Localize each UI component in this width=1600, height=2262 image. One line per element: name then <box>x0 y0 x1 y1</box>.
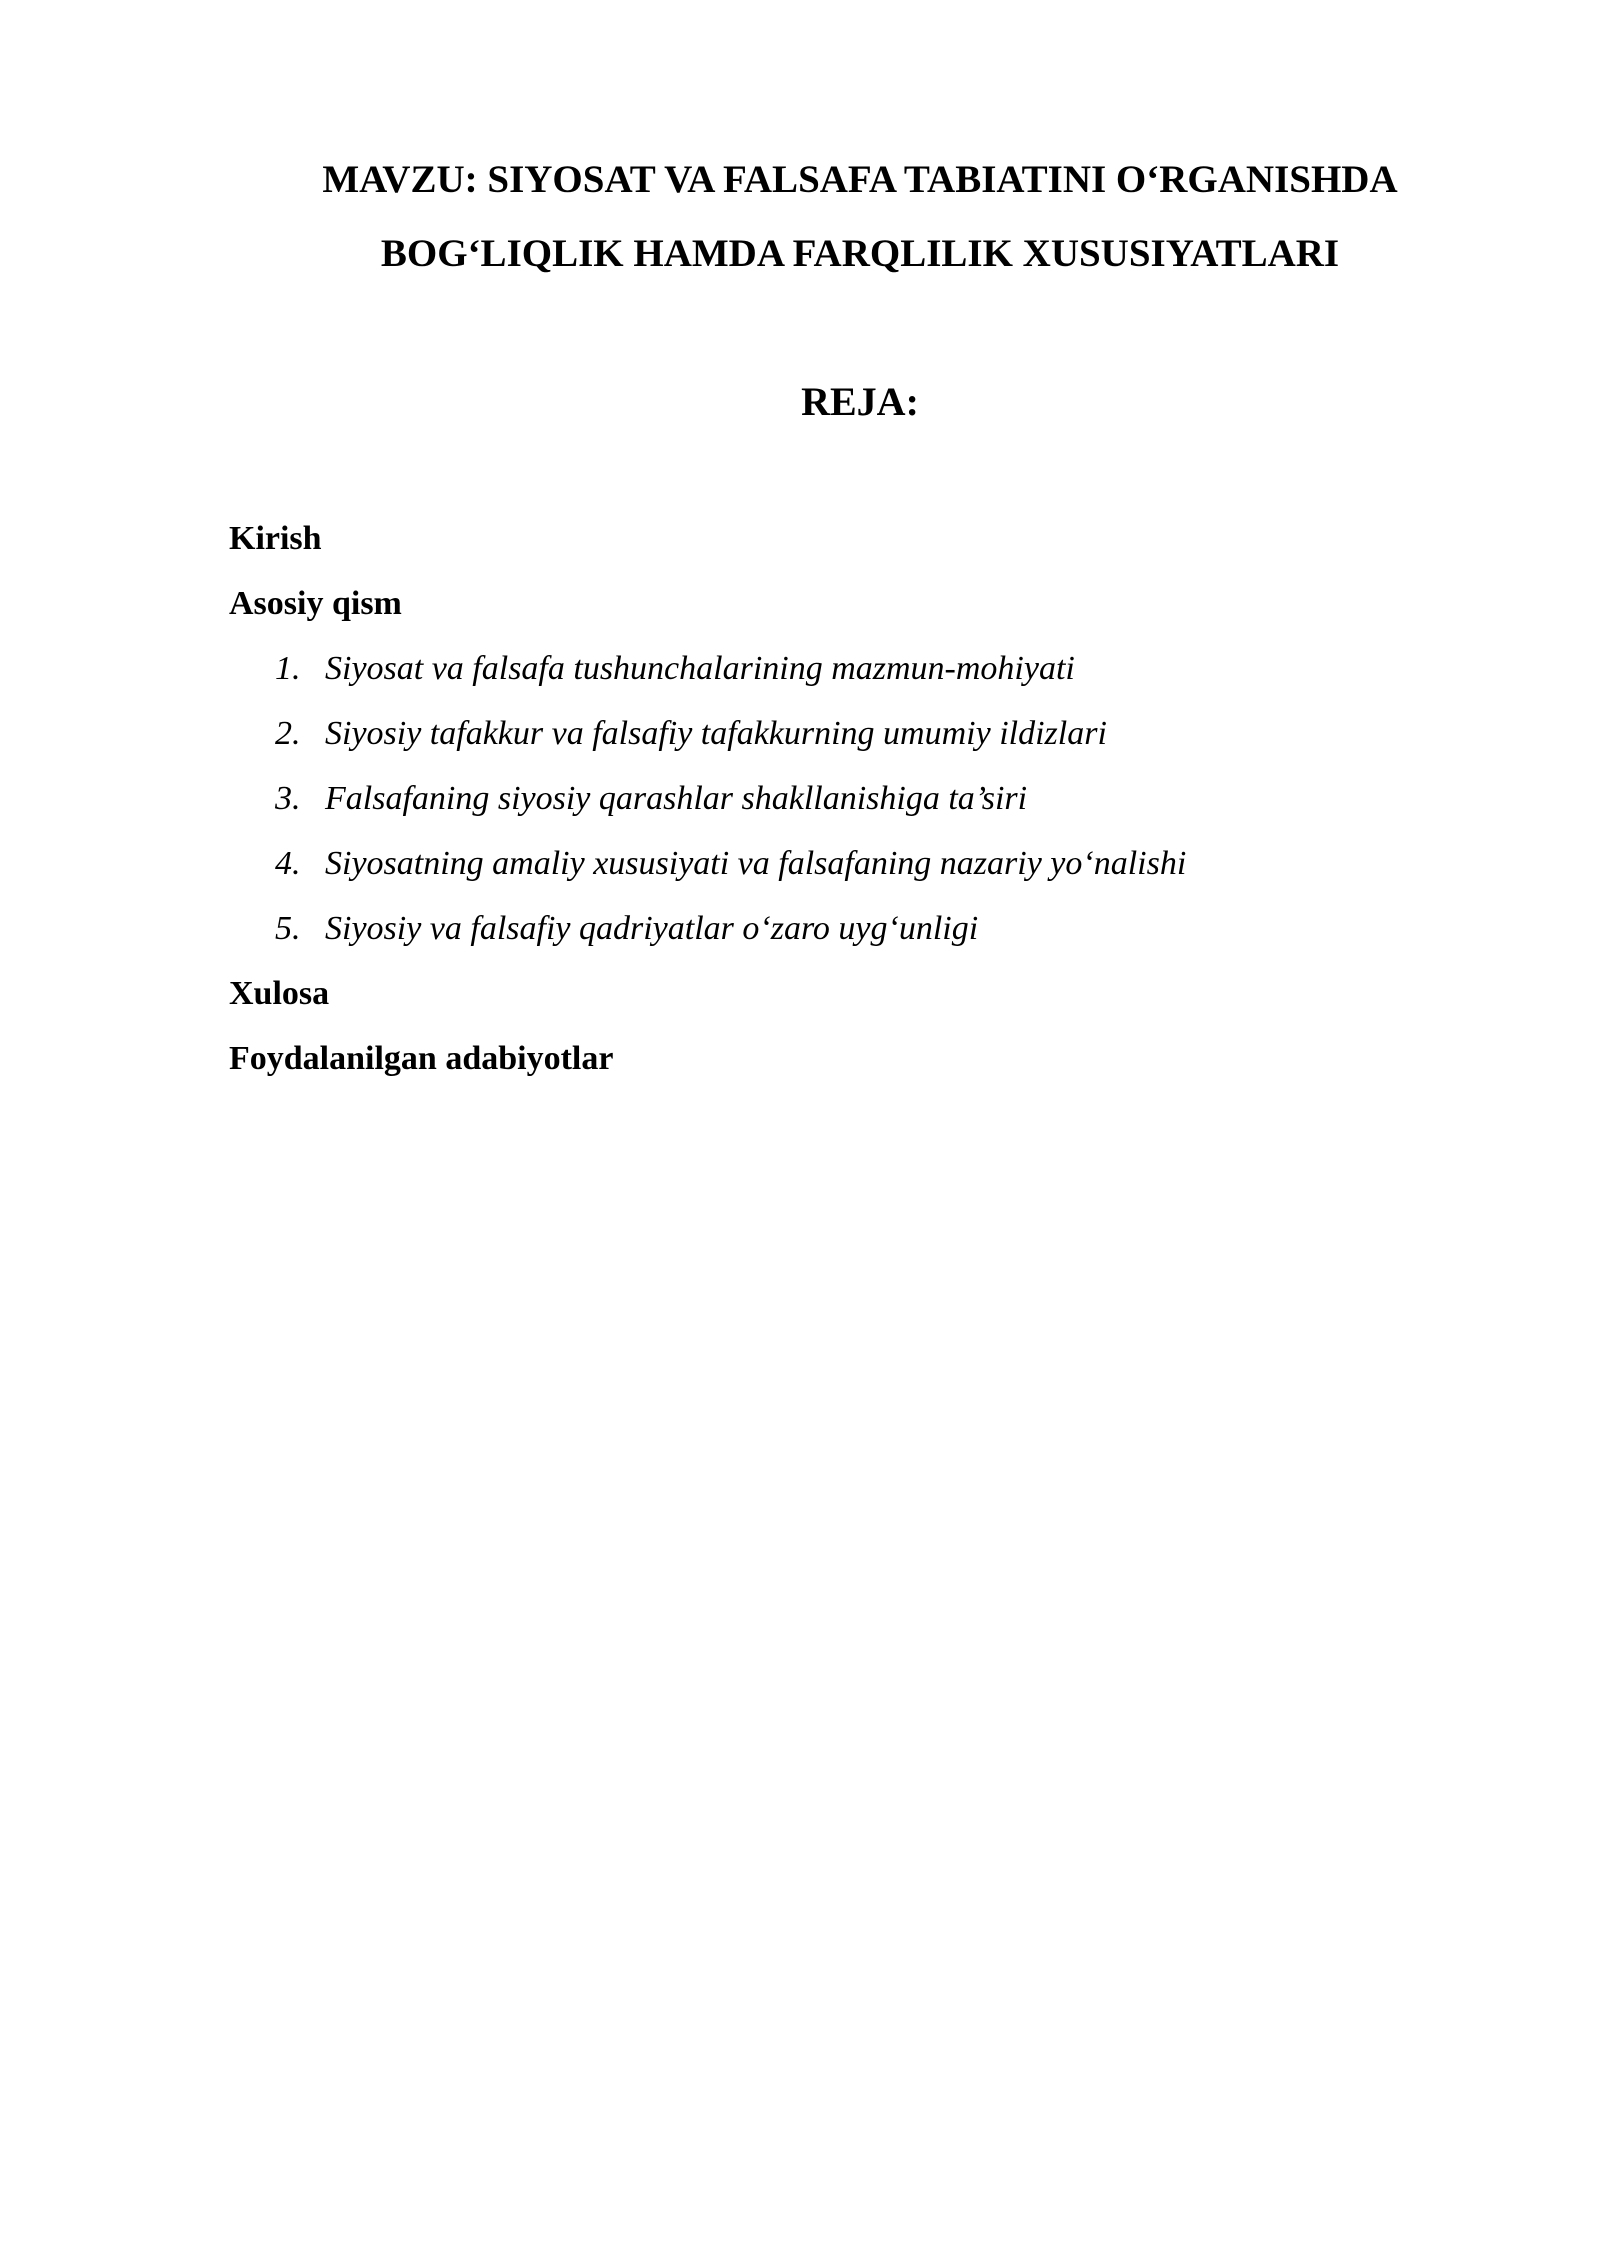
plan-heading: REJA: <box>801 379 919 424</box>
section-references: Foydalanilgan adabiyotlar <box>229 1040 614 1077</box>
title-line-1: MAVZU: SIYOSAT VA FALSAFA TABIATINI O‘RGANISHDA <box>322 158 1398 201</box>
plan-outline <box>229 506 1429 1091</box>
list-item-number: 1. <box>275 650 301 687</box>
list-item-number: 4. <box>275 845 301 882</box>
section-conclusion: Xulosa <box>229 975 330 1012</box>
list-item <box>229 896 1429 961</box>
list-item-text: Siyosatning amaliy xususiyati va falsafaning nazariy yo‘nalishi <box>325 845 1187 882</box>
list-item <box>229 701 1429 766</box>
list-item-text: Siyosiy va falsafiy qadriyatlar o‘zaro uyg‘unligi <box>325 910 979 947</box>
list-item-text: Siyosat va falsafa tushunchalarining mazmun-mohiyati <box>325 650 1075 687</box>
section-main: Asosiy qism <box>229 585 402 622</box>
list-item <box>229 636 1429 701</box>
list-item-number: 5. <box>275 910 301 947</box>
list-item-number: 3. <box>275 780 301 817</box>
list-item-text: Falsafaning siyosiy qarashlar shakllanishiga ta’siri <box>325 780 1028 817</box>
title-line-2: BOG‘LIQLIK HAMDA FARQLILIK XUSUSIYATLARI <box>380 232 1340 275</box>
section-intro: Kirish <box>229 520 322 557</box>
list-item <box>229 831 1429 896</box>
main-items-list <box>229 636 1429 961</box>
list-item-number: 2. <box>275 715 301 752</box>
list-item <box>229 766 1429 831</box>
document-title <box>200 143 1520 291</box>
list-item-text: Siyosiy tafakkur va falsafiy tafakkurning umumiy ildizlari <box>325 715 1107 752</box>
